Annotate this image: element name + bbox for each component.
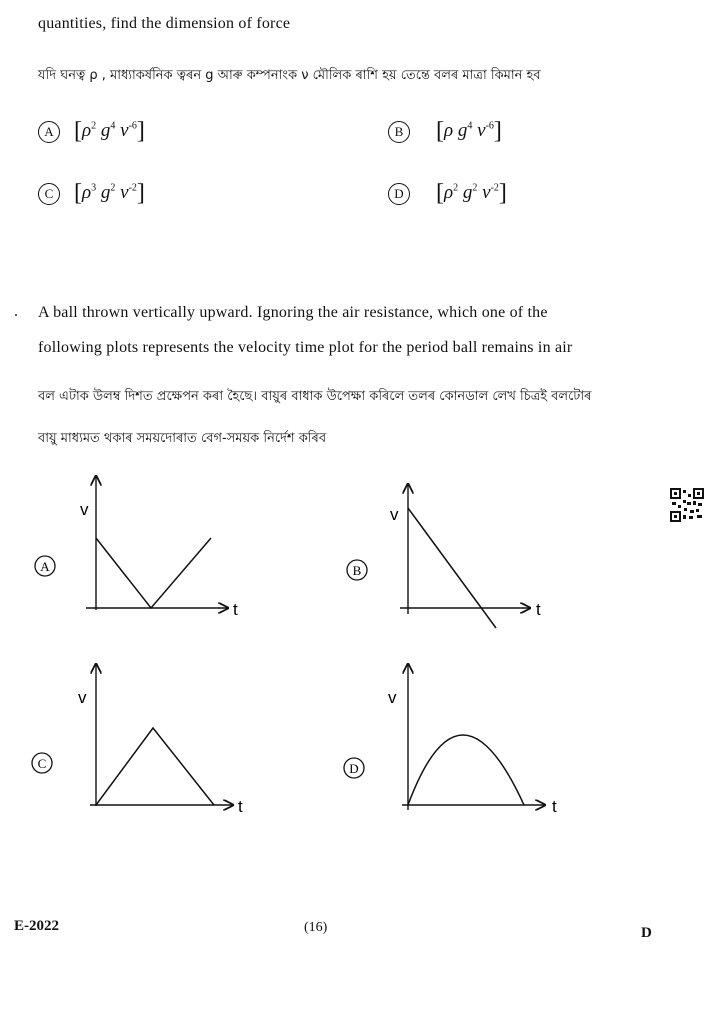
x-axis-label: t (552, 797, 557, 816)
velocity-line (96, 538, 211, 608)
option-formula: [$\rho^2$ $g^2$ $\nu^{-2}$] (436, 180, 507, 206)
question-text-line1: A ball thrown vertically upward. Ignoring the air resistance, which one of the (38, 304, 548, 321)
qr-code-icon (670, 488, 704, 522)
option-letter: A (38, 121, 60, 143)
option-letter: D (388, 183, 410, 205)
option-formula: [$\rho^3$ $g^2$ $\nu^{-2}$] (74, 180, 145, 206)
option-formula: [$\rho^2$ $g^4$ $\nu^{-6}$] (74, 118, 145, 144)
set-code: D (641, 925, 652, 941)
option-letter: B (388, 121, 410, 143)
question-text-tail: quantities, find the dimension of force (38, 15, 291, 32)
option-c[interactable] (38, 180, 145, 207)
option-a[interactable] (38, 118, 145, 145)
option-d[interactable] (388, 180, 507, 207)
option-letter: D (349, 761, 359, 776)
question-assamese-line1: বল এটাক উলম্ব দিশত প্ৰক্ষেপন কৰা হৈছে। বায়ুৰ বাধাক উপেক্ষা কৰিলে তলৰ কোনডাল লেখ চিত্ৰই বলটোৰ (38, 389, 592, 404)
y-axis-label: v (78, 688, 87, 707)
option-letter: C (37, 756, 47, 771)
graph-d[interactable] (340, 660, 580, 820)
graph-b[interactable] (340, 478, 580, 638)
graph-a[interactable] (28, 470, 268, 630)
y-axis-label: v (388, 688, 397, 707)
question-bullet: . (14, 303, 19, 320)
graph-c[interactable] (28, 660, 268, 820)
question-assamese-line2: বায়ু মাধ্যমত থকাৰ সময়দোৰাত বেগ-সময়ক নিৰ্দেশ কৰিব (38, 431, 327, 446)
option-letter: A (40, 559, 50, 574)
x-axis-label: t (233, 600, 238, 619)
x-axis-label: t (536, 600, 541, 619)
exam-code: E-2022 (14, 918, 59, 934)
option-letter: B (352, 563, 362, 578)
y-axis-label: v (390, 505, 399, 524)
question-text-assamese: যদি ঘনত্ব ρ , মাধ্যাকৰ্ষনিক ত্বৰন g আৰু কম্পনাংক ν মৌলিক ৰাশি হয় তেন্তে বলৰ মাত্ৰা কিমান হব (38, 68, 541, 83)
x-axis-label: t (238, 797, 243, 816)
velocity-line (96, 728, 214, 805)
page-number: (16) (304, 920, 328, 935)
question-text-line2: following plots represents the velocity time plot for the period ball remains in air (38, 339, 573, 356)
option-formula: [ρ $g^4$ $\nu^{-6}$] (436, 118, 502, 144)
velocity-line (408, 508, 496, 628)
y-axis-label: v (80, 500, 89, 519)
option-b[interactable] (388, 118, 502, 145)
option-letter: C (38, 183, 60, 205)
velocity-curve (408, 735, 524, 805)
